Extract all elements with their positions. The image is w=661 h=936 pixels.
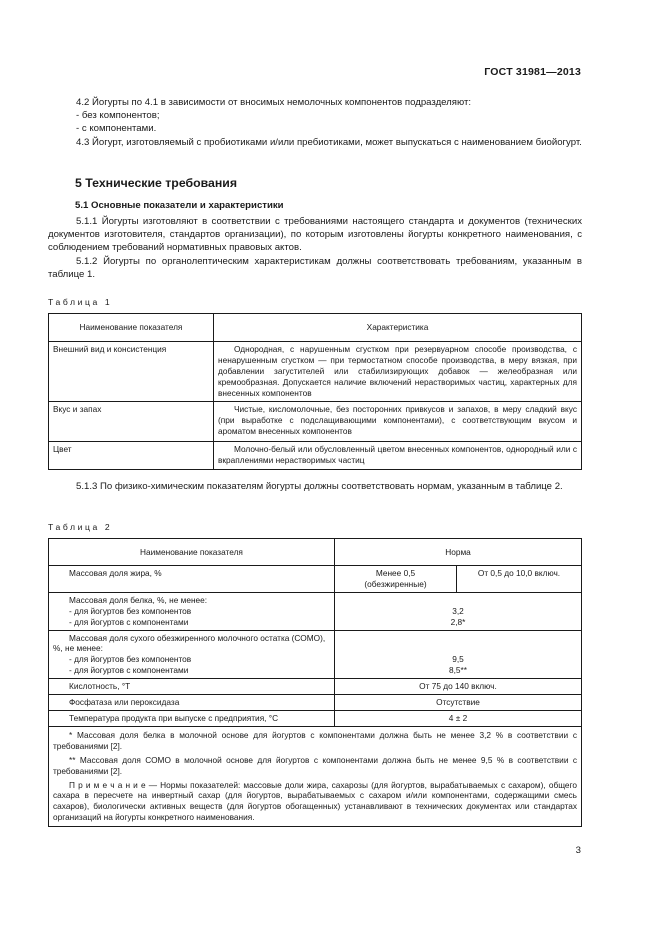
footnote-1: * Массовая доля белка в молочной основе для йогуртов с компонентами должна быть не менее 3,2 % в соответствии с требованиями [2].: [53, 729, 577, 751]
table-1: [48, 313, 582, 470]
somo-values: [335, 630, 582, 679]
somo-sub1: - для йогуртов без компонентов: [69, 654, 192, 665]
footnotes-cell: [49, 726, 582, 826]
protein-v1: 3,2: [452, 605, 464, 616]
fat-low-line2: (обезжиренные): [364, 578, 427, 589]
page-number: 3: [575, 845, 581, 856]
table-cell-value: Однородная, с нарушенным сгустком при резервуарном способе производства, с ненарушенным сгустком — при термостатном способе производства, в меру вязкая, при добавлении загустителей или стабилизирующих добавок — желеобразная или кремообразная. Допускается наличие включений нерастворимых частиц, характерных для внесенных компонентов: [214, 342, 582, 402]
note-text: — Нормы показателей: массовые доли жира, сахарозы (для йогуртов, вырабатываемых с сахаром), общего сахара в пересчете на инвертный сахар (для йогуртов, вырабатываемых с сахаром и/или компонентами, содержащими смесь сахаров), биологически активных веществ (для йогуртов обогащенных) устанавливают в технических документах или стандартах организаций на йогурты конкретного наименования.: [53, 779, 577, 823]
table-row: [49, 402, 582, 442]
fat-high: От 0,5 до 10,0 включ.: [457, 566, 582, 593]
table-1-caption: Таблица 1: [48, 297, 113, 307]
paragraph-4-2: 4.2 Йогурты по 4.1 в зависимости от вносимых немолочных компонентов подразделяют:: [76, 97, 472, 108]
table-2-caption: Таблица 2: [48, 522, 113, 532]
somo-sub2: - для йогуртов с компонентами: [69, 665, 189, 676]
table-2-header-name: Наименование показателя: [49, 539, 335, 566]
table-2: [48, 538, 582, 827]
section-5-1-3-text: [48, 480, 582, 493]
table-2-header-norm: Норма: [335, 539, 582, 566]
somo-v1: 9,5: [452, 654, 464, 665]
phosphatase-value: Отсутствие: [335, 695, 582, 711]
acidity-value: От 75 до 140 включ.: [335, 679, 582, 695]
table-cell-value: Чистые, кисломолочные, без посторонних привкусов и запахов, в меру сладкий вкус (при выработке с подслащивающими компонентами), с соответствующим вкусом и ароматом внесенных компонентов: [214, 402, 582, 442]
table-row: [49, 342, 582, 402]
table-row: [49, 679, 582, 695]
fat-name: Массовая доля жира, %: [49, 566, 335, 593]
table-cell-value: Молочно-белый или обусловленный цветом внесенных компонентов, однородный или с вкраплениями нерастворимых частиц: [214, 442, 582, 470]
protein-sub2: - для йогуртов с компонентами: [69, 616, 189, 627]
table-cell-name: Внешний вид и консистенция: [49, 342, 214, 402]
table-row: [49, 710, 582, 726]
table-row: [49, 695, 582, 711]
temperature-value: 4 ± 2: [335, 710, 582, 726]
phosphatase-name: Фосфатаза или пероксидаза: [49, 695, 335, 711]
list-item: - с компонентами.: [76, 123, 157, 135]
table-footnotes: [49, 726, 582, 826]
table-row: [49, 592, 582, 630]
table-1-header-name: Наименование показателя: [49, 314, 214, 342]
section-5-1-text: [48, 215, 582, 281]
fat-low-line1: Менее 0,5: [375, 568, 416, 578]
table-row: [49, 630, 582, 679]
protein-values: [335, 592, 582, 630]
paragraph-4-3: 4.3 Йогурт, изготовляемый с пробиотиками и/или пребиотиками, может выпускаться с наименованием биойогурт.: [76, 136, 582, 148]
table-cell-name: Цвет: [49, 442, 214, 470]
intro-block: [48, 96, 582, 149]
table-1-header-characteristic: Характеристика: [214, 314, 582, 342]
section-5-1-title: 5.1 Основные показатели и характеристики: [75, 200, 284, 211]
fat-low: [335, 566, 457, 593]
protein-label: Массовая доля белка, %, не менее:: [69, 594, 208, 605]
table-note: [53, 780, 577, 824]
standard-header: ГОСТ 31981—2013: [484, 66, 581, 78]
protein-name: [49, 592, 335, 630]
acidity-name: Кислотность, °Т: [49, 679, 335, 695]
footnote-2: ** Массовая доля СОМО в молочной основе для йогуртов с компонентами должна быть не менее 9,5 % в соответствии с требованиями [2].: [53, 754, 577, 776]
temperature-name: Температура продукта при выпуске с предприятия, °С: [49, 710, 335, 726]
paragraph-5-1-3: 5.1.3 По физико-химическим показателям йогурты должны соответствовать нормам, указанным в таблице 2.: [76, 481, 563, 492]
note-label: П р и м е ч а н и е: [69, 779, 146, 790]
paragraph-5-1-1: 5.1.1 Йогурты изготовляют в соответствии с требованиями настоящего стандарта и документов (технических документов изготовителя, стандартов организации), по которым изготовлены йогурты конкретного наименования, с соблюдением требований нормативных правовых актов.: [48, 216, 582, 254]
somo-v2: 8,5**: [449, 665, 467, 676]
list-item: - без компонентов;: [76, 110, 160, 122]
table-row: [49, 442, 582, 470]
somo-name: [49, 630, 335, 679]
protein-v2: 2,8*: [450, 616, 466, 627]
protein-sub1: - для йогуртов без компонентов: [69, 605, 192, 616]
somo-label: Массовая доля сухого обезжиренного молочного остатка (СОМО), %, не менее:: [53, 632, 326, 654]
paragraph-5-1-2: 5.1.2 Йогурты по органолептическим характеристикам должны соответствовать требованиям, указанным в таблице 1.: [48, 255, 582, 280]
section-5-title: 5 Технические требования: [75, 176, 237, 190]
table-cell-name: Вкус и запах: [49, 402, 214, 442]
table-row: [49, 566, 582, 593]
